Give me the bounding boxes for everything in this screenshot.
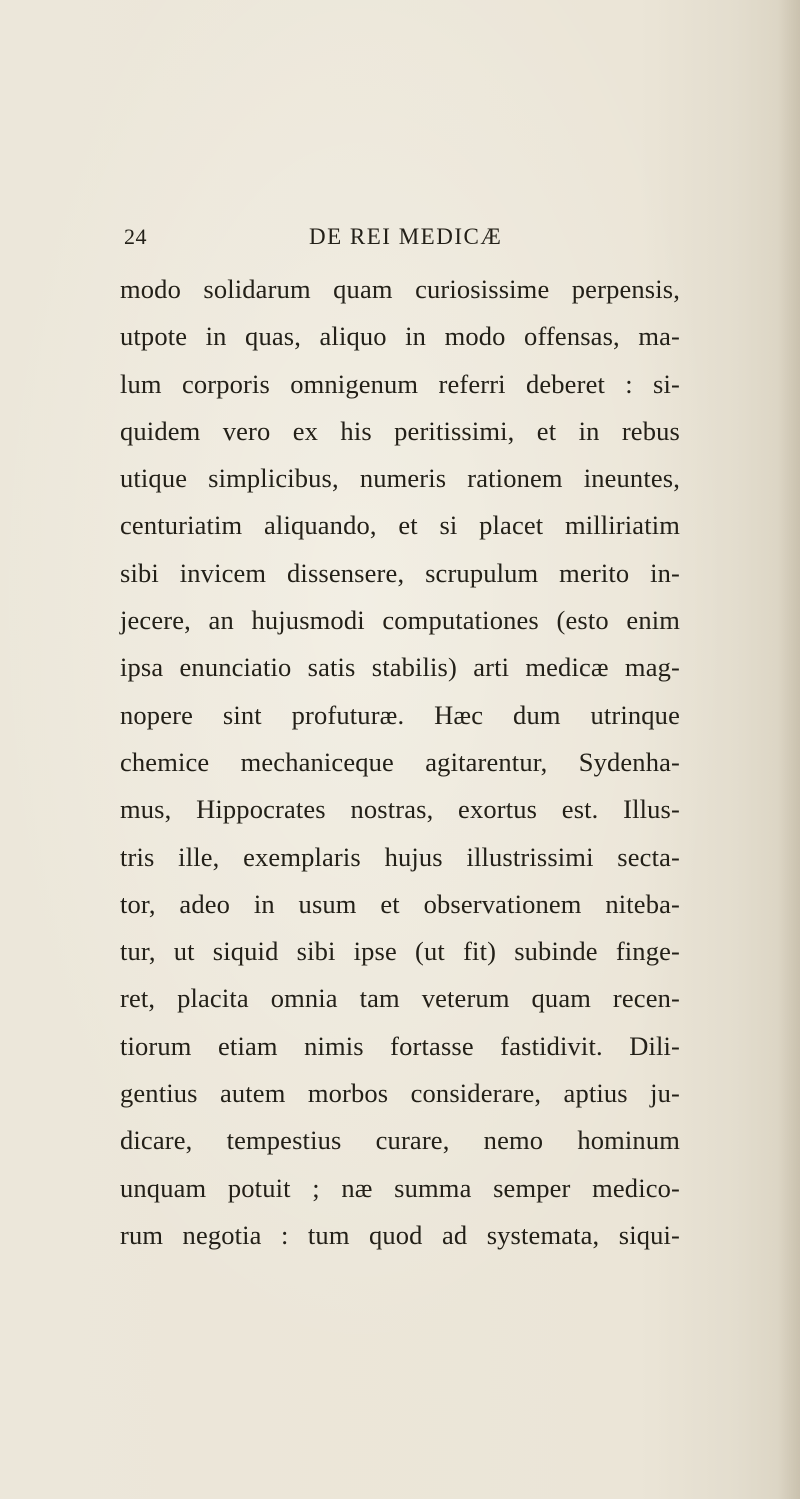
text-line: ret, placita omnia tam veterum quam recen- <box>120 983 680 1014</box>
text-line: mus, Hippocrates nostras, exortus est. Illus- <box>120 794 680 825</box>
running-title: DE REI MEDICÆ <box>309 224 503 249</box>
text-line: sibi invicem dissensere, scrupulum merito in- <box>120 557 680 588</box>
text-line: modo solidarum quam curiosissime perpensis, <box>120 274 680 304</box>
text-line: quidem vero ex his peritissimi, et in rebus <box>120 415 680 446</box>
text-line: chemice mechaniceque agitarentur, Sydenha- <box>120 746 680 777</box>
text-line: ipsa enunciatio satis stabilis) arti medicæ mag- <box>120 652 680 683</box>
page-number: 24 <box>124 224 147 249</box>
running-head <box>124 224 684 258</box>
text-line: dicare, tempestius curare, nemo hominum <box>120 1125 680 1156</box>
text-line: unquam potuit ; næ summa semper medico- <box>120 1172 680 1203</box>
text-line: tris ille, exemplaris hujus illustrissimi secta- <box>120 841 680 872</box>
text-line: lum corporis omnigenum referri deberet : si- <box>120 368 680 399</box>
body-text <box>120 266 680 1259</box>
text-line: tor, adeo in usum et observationem niteba- <box>120 888 680 919</box>
text-line: utpote in quas, aliquo in modo offensas, ma- <box>120 321 680 352</box>
text-line: tiorum etiam nimis fortasse fastidivit. Dili- <box>120 1030 680 1061</box>
text-line: utique simplicibus, numeris rationem ineuntes, <box>120 463 680 494</box>
text-line: tur, ut siquid sibi ipse (ut fit) subinde finge- <box>120 936 680 967</box>
text-line: centuriatim aliquando, et si placet milliriatim <box>120 510 680 541</box>
text-line: jecere, an hujusmodi computationes (esto enim <box>120 605 680 636</box>
text-line: nopere sint profuturæ. Hæc dum utrinque <box>120 699 680 730</box>
text-line: rum negotia : tum quod ad systemata, siqui- <box>120 1219 680 1250</box>
text-line: gentius autem morbos considerare, aptius ju- <box>120 1078 680 1109</box>
page-edge-shadow <box>778 0 800 1499</box>
